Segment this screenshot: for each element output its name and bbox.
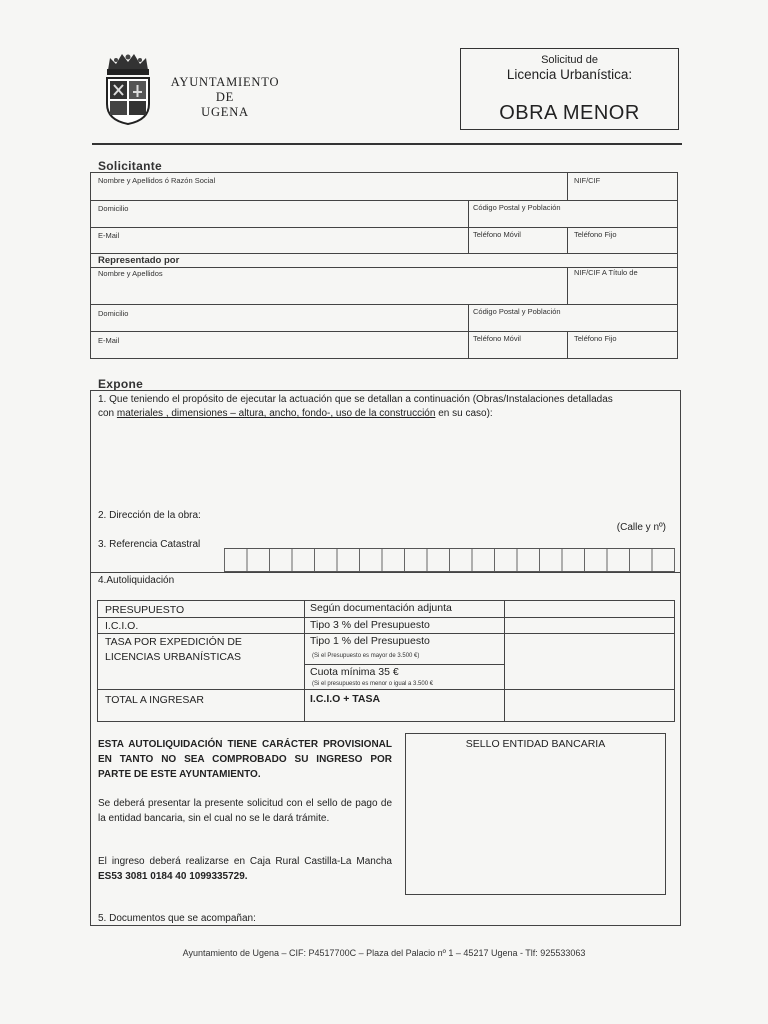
calle-hint: (Calle y nº) xyxy=(616,522,666,533)
autoliquidacion-table xyxy=(97,600,675,722)
expone-box xyxy=(90,390,681,926)
cuota-minima-note: (Si el presupuesto es menor o igual a 3.500 € xyxy=(312,681,434,687)
presupuesto-label: PRESUPUESTO xyxy=(105,604,185,616)
expone-item1-prefix: con xyxy=(98,408,117,419)
icio-label: I.C.I.O. xyxy=(105,620,139,632)
footer: Ayuntamiento de Ugena – CIF: P4517700C – Plaza del Palacio nº 1 – 45217 Ugena - Tlf: 925533063 xyxy=(182,948,586,958)
form-subtitle-2: Licencia Urbanística: xyxy=(506,67,633,82)
sello-instrucciones: Se deberá presentar la presente solicitud con el sello de pago de la entidad bancaria, sin el cual no se le dará trámite. xyxy=(98,798,392,824)
expone-item4: 4.Autoliquidación xyxy=(98,575,175,586)
aviso-provisional: ESTA AUTOLIQUIDACIÓN TIENE CARÁCTER PROVISIONAL EN TANTO NO SEA COMPROBADO SU INGRESO POR PARTE DE ESTE AYUNTAMIENTO. xyxy=(98,739,392,780)
expone-item3: 3. Referencia Catastral xyxy=(98,539,201,550)
tasa-label-1: TASA POR EXPEDICIÓN DE xyxy=(105,636,242,648)
solicitante-email-field[interactable]: E-Mail xyxy=(98,231,120,240)
total-value: I.C.I.O + TASA xyxy=(310,693,381,705)
solicitante-movil-field[interactable]: Teléfono Móvil xyxy=(473,230,521,239)
representado-name-field[interactable]: Nombre y Apellidos xyxy=(98,269,163,278)
representado-movil-field[interactable]: Teléfono Móvil xyxy=(473,334,521,343)
representado-table xyxy=(90,254,678,359)
ingreso-text: El ingreso deberá realizarse en Caja Rural Castilla-La Mancha xyxy=(98,856,392,867)
org-name-line1: AYUNTAMIENTO xyxy=(170,75,280,89)
org-name-line3: UGENA xyxy=(201,105,249,119)
coat-of-arms-icon xyxy=(100,48,156,126)
expone-item5: 5. Documentos que se acompañan: xyxy=(98,913,256,924)
solicitante-heading: Solicitante xyxy=(98,159,162,173)
expone-item2[interactable]: 2. Dirección de la obra: xyxy=(98,510,201,521)
sello-label: SELLO ENTIDAD BANCARIA xyxy=(465,738,606,750)
org-name-line2: DE xyxy=(215,90,235,104)
org-name xyxy=(160,75,290,120)
representado-domicilio-field[interactable]: Domicilio xyxy=(98,309,129,318)
expone-item1-suffix: en su caso): xyxy=(435,408,493,419)
cuota-minima: Cuota mínima 35 € xyxy=(310,666,399,678)
catastral-grid[interactable] xyxy=(224,548,675,572)
form-title: OBRA MENOR xyxy=(499,102,640,124)
solicitante-name-field[interactable]: Nombre y Apellidos ó Razón Social xyxy=(98,176,216,185)
sello-box xyxy=(405,733,666,895)
form-title-box xyxy=(460,48,679,130)
expone-item1-line2 xyxy=(98,408,493,419)
solicitante-domicilio-field[interactable]: Domicilio xyxy=(98,204,129,213)
expone-heading: Expone xyxy=(98,377,144,391)
expone-item1-details: materiales , dimensiones – altura, ancho, fondo-, uso de la construcción xyxy=(116,408,436,419)
representado-nif-field[interactable]: NIF/CIF A Título de xyxy=(574,268,638,277)
iban: ES53 3081 0184 40 1099335729. xyxy=(98,871,248,882)
total-label: TOTAL A INGRESAR xyxy=(105,694,205,706)
header-divider xyxy=(92,143,682,145)
ingreso-instrucciones xyxy=(98,854,392,884)
solicitante-cp-field[interactable]: Código Postal y Población xyxy=(473,203,561,212)
form-subtitle-1: Solicitud de xyxy=(541,54,598,66)
solicitante-table xyxy=(90,172,678,254)
icio-value: Tipo 3 % del Presupuesto xyxy=(310,619,430,631)
tasa-tipo: Tipo 1 % del Presupuesto xyxy=(310,635,430,647)
expone-item1-line1: 1. Que teniendo el propósito de ejecutar la actuación que se detallan a continuación (Obras/Instalaciones detalladas xyxy=(98,394,613,405)
solicitante-fijo-field[interactable]: Teléfono Fijo xyxy=(574,230,617,239)
presupuesto-value: Según documentación adjunta xyxy=(310,602,452,614)
tasa-label-2: LICENCIAS URBANÍSTICAS xyxy=(105,651,241,663)
representado-cp-field[interactable]: Código Postal y Población xyxy=(473,307,561,316)
representado-fijo-field[interactable]: Teléfono Fijo xyxy=(574,334,617,343)
solicitante-nif-field[interactable]: NIF/CIF xyxy=(574,176,601,185)
representado-email-field[interactable]: E-Mail xyxy=(98,336,120,345)
tasa-tipo-note: (Si el Presupuesto es mayor de 3.500 €) xyxy=(312,653,420,659)
representado-heading: Representado por xyxy=(98,255,180,266)
